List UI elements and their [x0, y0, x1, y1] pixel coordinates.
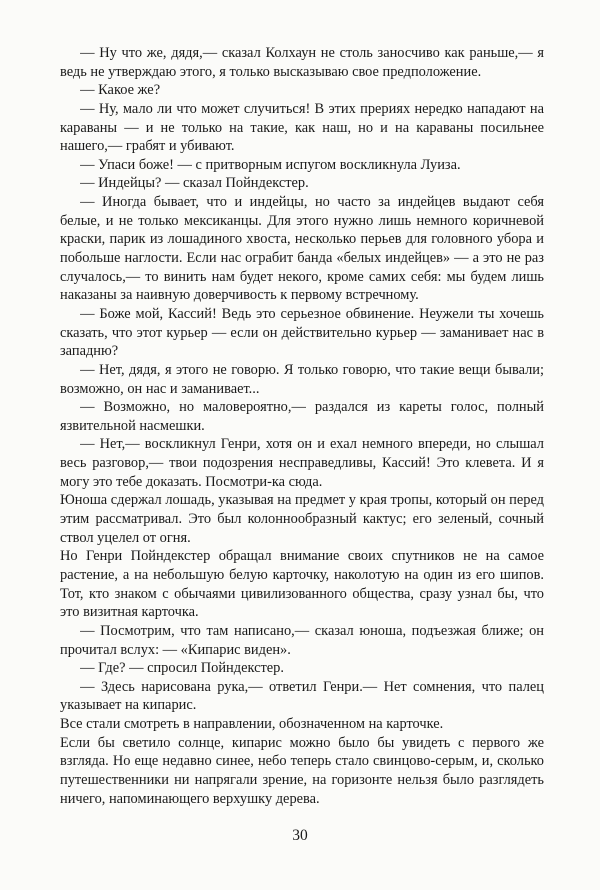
paragraph: — Здесь нарисована рука,— ответил Генри.— Нет сомнения, что палец указывает на кипарис.	[60, 678, 544, 714]
paragraph: — Посмотрим, что там написано,— сказал юноша, подъезжая ближе; он прочитал вслух: — «Кипарис виден».	[60, 622, 544, 658]
paragraph: — Нет, дядя, я этого не говорю. Я только говорю, что такие вещи бывали; возможно, он нас и заманивает...	[60, 361, 544, 397]
paragraph: — Упаси боже! — с притворным испугом воскликнула Луиза.	[80, 156, 461, 173]
paragraph: — Нет,— воскликнул Генри, хотя он и ехал немного впереди, но слышал весь разговор,— твои подозрения несправедливы, Кассий! Это клевета. И я могу это тебе доказать. Посмотри-ка сюда.	[60, 436, 544, 490]
paragraph: — Какое же?	[80, 82, 161, 99]
paragraph: Юноша сдержал лошадь, указывая на предмет у края тропы, который он перед этим рассматривал. Это был колоннообразный кактус; его зеленый, сочный ствол уцелел от огня.	[60, 492, 544, 546]
paragraph: Все стали смотреть в направлении, обозначенном на карточке.	[60, 716, 444, 733]
paragraph: — Иногда бывает, что и индейцы, но часто за индейцев выдают себя белые, и не только мексиканцы. Для этого нужно лишь немного коричневой краски, парик из лошадиного хвоста, несколько перьев для головного убора и побольше наглости. Если нас ограбит банда «белых индейцев» — а это не раз случалось,— то винить нам будет некого, кроме самих себя: мы будем лишь наказаны за наивную доверчивость к первому встречному.	[60, 194, 544, 304]
paragraph: Если бы светило солнце, кипарис можно было бы увидеть с первого же взгляда. Но еще недавно синее, небо теперь стало свинцово-серым, и, сколько путешественники ни напрягали зрение, на горизонте нельзя было разглядеть ничего, напоминающего верхушку дерева.	[60, 734, 544, 807]
paragraph: — Ну, мало ли что может случиться! В этих прериях нередко нападают на караваны — и не только на такие, как наш, но и на караваны посильнее нашего,— грабят и убивают.	[60, 100, 544, 155]
paragraph: — Ну что же, дядя,— сказал Колхаун не столь заносчиво как раньше,— я ведь не утверждаю этого, я только высказываю свое предположение.	[60, 45, 544, 80]
body-text	[60, 44, 544, 808]
paragraph: — Возможно, но маловероятно,— раздался из кареты голос, полный язвительной насмешки.	[60, 399, 544, 434]
paragraph: — Боже мой, Кассий! Ведь это серьезное обвинение. Неужели ты хочешь сказать, что этот курьер — если он действительно курьер — заманивает нас в западню?	[60, 305, 544, 360]
paragraph: — Где? — спросил Пойндекстер.	[80, 660, 284, 677]
paragraph: Но Генри Пойндекстер обращал внимание своих спутников не на самое растение, а на небольшую белую карточку, наколотую на один из его шипов. Тот, кто знаком с обычаями цивилизованного общества, сразу узнал бы, что это визитная карточка.	[60, 548, 544, 621]
paragraph: — Индейцы? — сказал Пойндекстер.	[80, 175, 309, 192]
page-number: 30	[292, 827, 308, 844]
